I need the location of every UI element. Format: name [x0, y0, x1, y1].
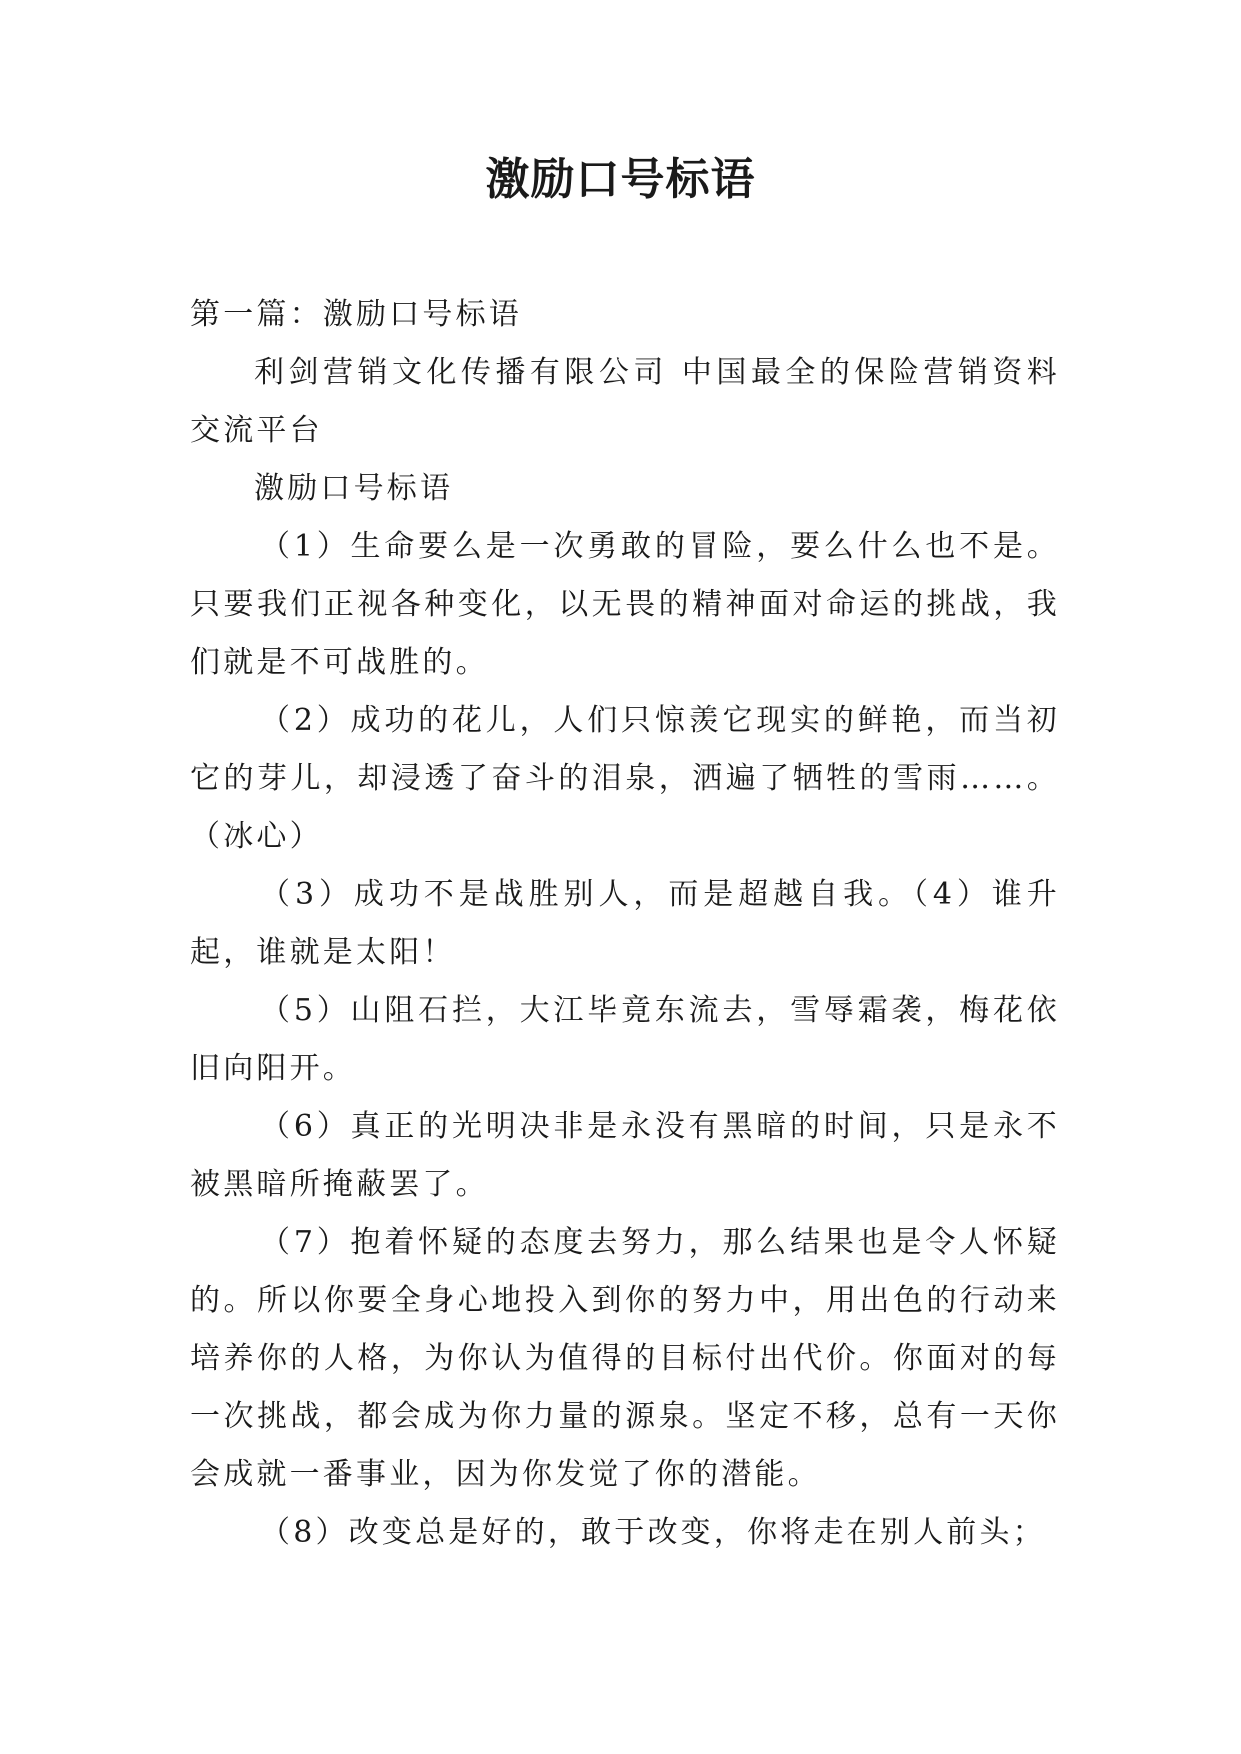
paragraph-item-3-4: （3）成功不是战胜别人，而是超越自我。（4）谁升起，谁就是太阳！ [190, 877, 1060, 970]
section-heading: 第一篇：激励口号标语 [190, 297, 522, 332]
paragraph-item-6: （6）真正的光明决非是永没有黑暗的时间，只是永不被黑暗所掩蔽罢了。 [190, 1109, 1060, 1202]
paragraph-item-8: （8）改变总是好的，敢于改变，你将走在别人前头； [260, 1515, 1046, 1550]
paragraph-item-2: （2）成功的花儿，人们只惊羡它现实的鲜艳，而当初它的芽儿，却浸透了奋斗的泪泉，洒遍了牺牲的雪雨……。（冰心） [190, 703, 1060, 854]
paragraph-item-7: （7）抱着怀疑的态度去努力，那么结果也是令人怀疑的。所以你要全身心地投入到你的努力中，用出色的行动来培养你的人格，为你认为值得的目标付出代价。你面对的每一次挑战，都会成为你力量的源泉。坚定不移，总有一天你会成就一番事业，因为你发觉了你的潜能。 [190, 1225, 1060, 1492]
paragraph-item-1: （1）生命要么是一次勇敢的冒险，要么什么也不是。只要我们正视各种变化，以无畏的精神面对命运的挑战，我们就是不可战胜的。 [190, 529, 1060, 680]
document-title: 激励口号标语 [485, 154, 756, 205]
document-body [190, 286, 1060, 1562]
paragraph-item-5: （5）山阻石拦，大江毕竟东流去，雪辱霜袭，梅花依旧向阳开。 [190, 993, 1060, 1086]
company-line: 利剑营销文化传播有限公司 中国最全的保险营销资料交流平台 [190, 355, 1060, 448]
subheading: 激励口号标语 [254, 471, 454, 506]
